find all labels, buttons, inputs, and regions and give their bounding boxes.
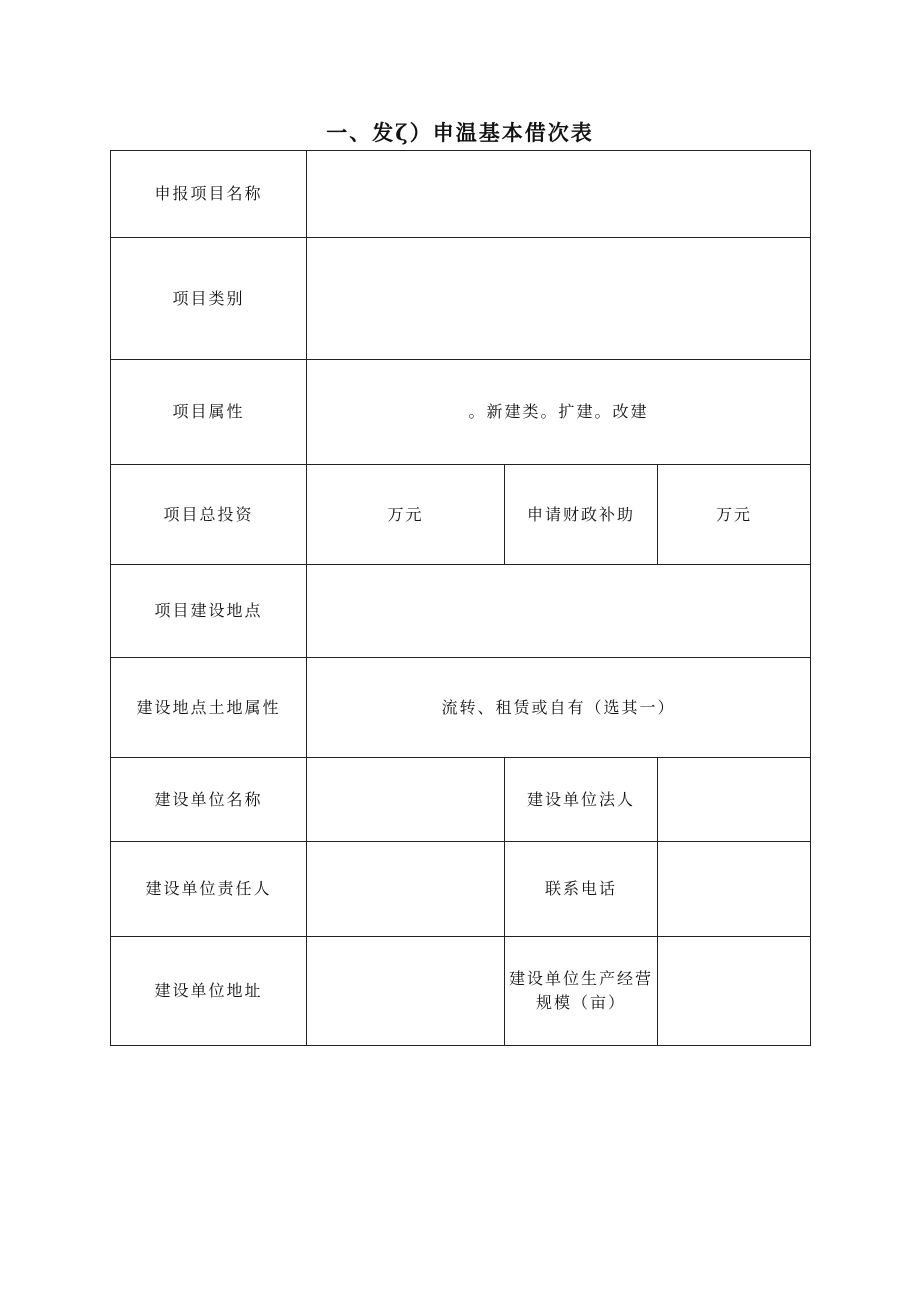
project-category-field[interactable] bbox=[307, 238, 811, 360]
project-info-table bbox=[110, 150, 811, 1046]
row-project-category bbox=[111, 238, 811, 360]
unit-name-label: 建设单位名称 bbox=[111, 758, 307, 842]
responsible-person-label: 建设单位责任人 bbox=[111, 842, 307, 937]
row-land-attribute bbox=[111, 658, 811, 758]
row-address bbox=[111, 937, 811, 1046]
location-label: 项目建设地点 bbox=[111, 565, 307, 658]
row-project-name bbox=[111, 151, 811, 238]
production-scale-label: 建设单位生产经营规模（亩） bbox=[505, 937, 658, 1046]
subsidy-field[interactable]: 万元 bbox=[658, 465, 811, 565]
land-attribute-label: 建设地点土地属性 bbox=[111, 658, 307, 758]
row-project-attribute bbox=[111, 360, 811, 465]
address-label: 建设单位地址 bbox=[111, 937, 307, 1046]
row-unit-name bbox=[111, 758, 811, 842]
project-category-label: 项目类别 bbox=[111, 238, 307, 360]
legal-person-field[interactable] bbox=[658, 758, 811, 842]
phone-label: 联系电话 bbox=[505, 842, 658, 937]
row-investment bbox=[111, 465, 811, 565]
form-title: 一、发ζ）申温基本借次表 bbox=[326, 120, 594, 145]
phone-field[interactable] bbox=[658, 842, 811, 937]
row-responsible bbox=[111, 842, 811, 937]
project-attribute-options[interactable]: 。新建类。扩建。改建 bbox=[307, 360, 811, 465]
project-attribute-label: 项目属性 bbox=[111, 360, 307, 465]
land-attribute-field[interactable]: 流转、租赁或自有（选其一） bbox=[307, 658, 811, 758]
unit-name-field[interactable] bbox=[307, 758, 505, 842]
project-name-field[interactable] bbox=[307, 151, 811, 238]
row-location bbox=[111, 565, 811, 658]
production-scale-field[interactable] bbox=[658, 937, 811, 1046]
subsidy-label: 申请财政补助 bbox=[505, 465, 658, 565]
location-field[interactable] bbox=[307, 565, 811, 658]
responsible-person-field[interactable] bbox=[307, 842, 505, 937]
legal-person-label: 建设单位法人 bbox=[505, 758, 658, 842]
project-name-label: 申报项目名称 bbox=[111, 151, 307, 238]
total-investment-label: 项目总投资 bbox=[111, 465, 307, 565]
total-investment-field[interactable]: 万元 bbox=[307, 465, 505, 565]
address-field[interactable] bbox=[307, 937, 505, 1046]
